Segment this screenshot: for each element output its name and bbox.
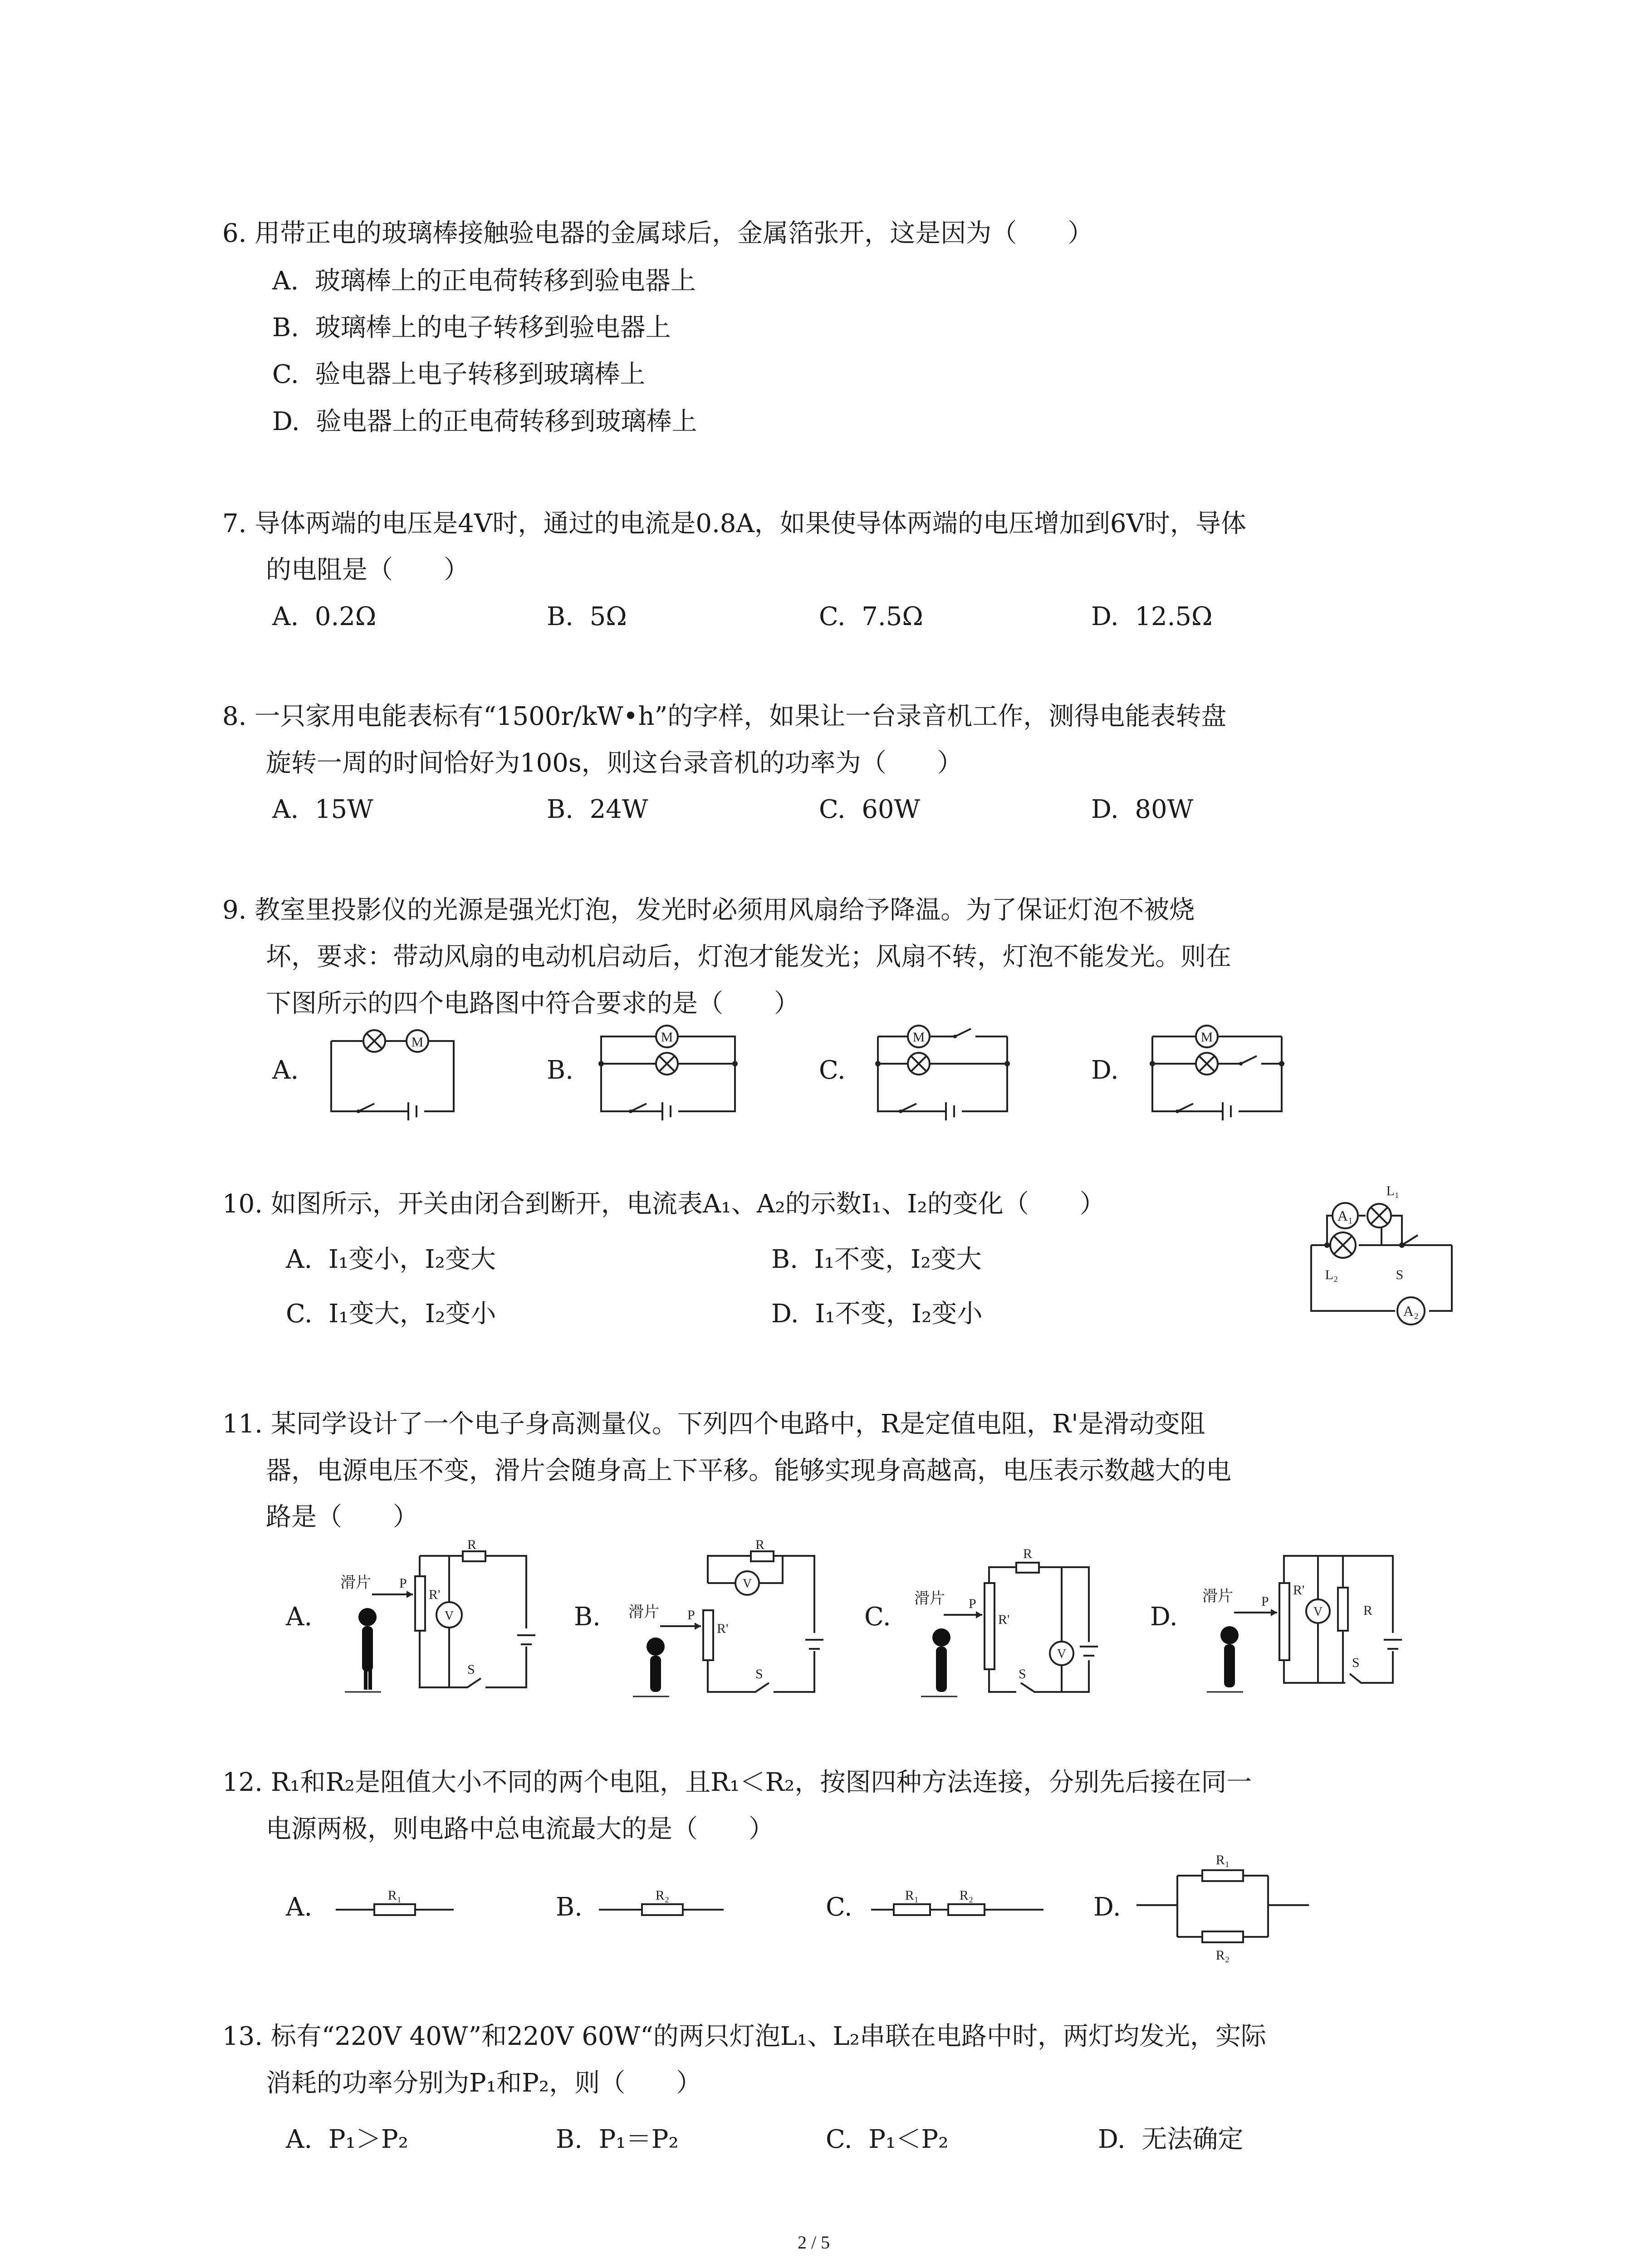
- q7-option-a[interactable]: A. 0.2Ω: [272, 602, 377, 631]
- q12-stem-line2: 电源两极，则电路中总电流最大的是（ ）: [266, 1814, 774, 1844]
- page-number: 2 / 5: [798, 2232, 830, 2253]
- q12-option-b[interactable]: B.: [556, 1892, 583, 1922]
- q7-option-d[interactable]: D. 12.5Ω: [1091, 602, 1213, 631]
- svg-text:R': R': [1293, 1583, 1305, 1598]
- q9-option-c[interactable]: C.: [819, 1056, 846, 1085]
- q11-option-b[interactable]: B.: [574, 1602, 601, 1632]
- q11-option-d[interactable]: D.: [1150, 1602, 1178, 1632]
- svg-text:M: M: [661, 1030, 673, 1045]
- svg-text:L₁: L₁: [1386, 1183, 1400, 1198]
- q9-stem-line2: 坏，要求：带动风扇的电动机启动后，灯泡才能发光；风扇不转，灯泡不能发光。则在: [266, 942, 1231, 972]
- q9-circuit-d: [1146, 1021, 1295, 1125]
- q13-option-a[interactable]: A. P₁＞P₂: [286, 2125, 409, 2154]
- svg-text:V: V: [742, 1577, 752, 1591]
- svg-text:R: R: [467, 1537, 477, 1552]
- q11-circuit-a: [331, 1537, 544, 1706]
- q6-option-a[interactable]: A. 玻璃棒上的正电荷转移到验电器上: [272, 266, 696, 296]
- q6-stem: 6. 用带正电的玻璃棒接触验电器的金属球后，金属箔张开，这是因为（ ）: [222, 219, 1093, 248]
- svg-text:R₂: R₂: [959, 1888, 974, 1903]
- q13-option-b[interactable]: B. P₁＝P₂: [556, 2125, 679, 2154]
- svg-text:V: V: [444, 1609, 454, 1623]
- svg-text:R₂: R₂: [1215, 1948, 1230, 1963]
- svg-text:L₂: L₂: [1325, 1267, 1338, 1282]
- q8-option-a[interactable]: A. 15W: [272, 795, 373, 824]
- q7-stem-line2: 的电阻是（ ）: [266, 555, 469, 585]
- q10-option-d[interactable]: D. I₁不变，I₂变小: [771, 1299, 983, 1329]
- svg-text:R: R: [1023, 1546, 1033, 1561]
- svg-text:M: M: [411, 1035, 424, 1050]
- q12-diagram-c: [871, 1882, 1053, 1932]
- svg-text:P: P: [1261, 1594, 1269, 1609]
- svg-text:R: R: [1363, 1603, 1373, 1618]
- q11-circuit-d: [1193, 1542, 1406, 1706]
- q12-diagram-d: [1136, 1851, 1318, 1969]
- q11-option-c[interactable]: C.: [864, 1602, 891, 1632]
- q9-circuit-c: [871, 1021, 1021, 1125]
- svg-text:S: S: [1352, 1655, 1360, 1670]
- q8-option-d[interactable]: D. 80W: [1091, 795, 1194, 824]
- q10-stem: 10. 如图所示，开关由闭合到断开，电流表A₁、A₂的示数I₁、I₂的变化（ ）: [222, 1189, 1105, 1219]
- q6-option-c[interactable]: C. 验电器上电子转移到玻璃棒上: [272, 360, 646, 389]
- q12-option-c[interactable]: C.: [826, 1892, 852, 1922]
- q6-option-d[interactable]: D. 验电器上的正电荷转移到玻璃棒上: [272, 407, 697, 436]
- q11-stem-line1: 11. 某同学设计了一个电子身高测量仪。下列四个电路中，R是定值电阻，R'是滑动变阻: [222, 1409, 1205, 1439]
- q9-circuit-a: [318, 1023, 467, 1123]
- q11-circuit-b: [619, 1537, 833, 1706]
- q13-option-d[interactable]: D. 无法确定: [1098, 2125, 1244, 2154]
- q7-stem-line1: 7. 导体两端的电压是4V时，通过的电流是0.8A，如果使导体两端的电压增加到6V时，导体: [222, 509, 1246, 538]
- q7-option-c[interactable]: C. 7.5Ω: [819, 602, 923, 631]
- svg-text:R: R: [755, 1537, 765, 1552]
- q9-circuit-b: [594, 1021, 744, 1125]
- svg-text:R': R': [998, 1612, 1010, 1627]
- svg-text:P: P: [687, 1608, 695, 1623]
- svg-text:A₁: A₁: [1337, 1207, 1353, 1224]
- svg-text:M: M: [1200, 1030, 1213, 1045]
- svg-text:S: S: [755, 1667, 763, 1681]
- svg-text:R₁: R₁: [387, 1888, 402, 1903]
- q12-stem-line1: 12. R₁和R₂是阻值大小不同的两个电阻，且R₁＜R₂，按图四种方法连接，分别先后接在同一: [222, 1768, 1252, 1797]
- q8-stem-line1: 8. 一只家用电能表标有“1500r/kW•h”的字样，如果让一台录音机工作，测得电能表转盘: [222, 702, 1227, 731]
- q11-stem-line3: 路是（ ）: [266, 1502, 418, 1532]
- q9-option-a[interactable]: A.: [272, 1056, 299, 1085]
- q9-option-b[interactable]: B.: [547, 1056, 573, 1085]
- q12-diagram-a: [336, 1882, 458, 1932]
- q7-option-b[interactable]: B. 5Ω: [547, 602, 627, 631]
- svg-text:R₁: R₁: [1215, 1853, 1230, 1867]
- q6-option-b[interactable]: B. 玻璃棒上的电子转移到验电器上: [272, 313, 671, 342]
- q13-stem-line1: 13. 标有“220V 40W”和220V 60W“的两只灯泡L₁、L₂串联在电路中时，两灯均发光，实际: [222, 2022, 1266, 2051]
- q12-option-a[interactable]: A.: [286, 1892, 313, 1922]
- q10-option-b[interactable]: B. I₁不变，I₂变大: [771, 1245, 982, 1274]
- q10-option-a[interactable]: A. I₁变小，I₂变大: [286, 1245, 496, 1274]
- svg-text:R': R': [429, 1587, 441, 1602]
- q9-stem-line3: 下图所示的四个电路图中符合要求的是（ ）: [266, 989, 799, 1018]
- svg-text:S: S: [467, 1662, 475, 1677]
- svg-text:R₁: R₁: [905, 1888, 919, 1903]
- q10-circuit: [1298, 1175, 1465, 1338]
- q11-stem-line2: 器，电源电压不变，滑片会随身高上下平移。能够实现身高越高，电压表示数越大的电: [266, 1456, 1231, 1486]
- svg-text:滑片: 滑片: [1202, 1588, 1233, 1605]
- q8-option-c[interactable]: C. 60W: [819, 795, 921, 824]
- svg-text:R₂: R₂: [655, 1888, 670, 1903]
- q9-stem-line1: 9. 教室里投影仪的光源是强光灯泡，发光时必须用风扇给予降温。为了保证灯泡不被烧: [222, 895, 1195, 925]
- svg-text:A₂: A₂: [1403, 1303, 1419, 1319]
- q12-option-d[interactable]: D.: [1093, 1892, 1121, 1922]
- q8-stem-line2: 旋转一周的时间恰好为100s，则这台录音机的功率为（ ）: [266, 748, 963, 778]
- svg-text:滑片: 滑片: [914, 1590, 945, 1607]
- svg-text:滑片: 滑片: [628, 1604, 659, 1621]
- svg-text:M: M: [912, 1030, 925, 1045]
- q11-circuit-c: [907, 1542, 1121, 1706]
- q13-option-c[interactable]: C. P₁＜P₂: [826, 2125, 949, 2154]
- svg-text:V: V: [1313, 1605, 1323, 1619]
- q13-stem-line2: 消耗的功率分别为P₁和P₂，则（ ）: [266, 2068, 702, 2098]
- q8-option-b[interactable]: B. 24W: [547, 795, 648, 824]
- q12-diagram-b: [599, 1882, 730, 1932]
- svg-text:P: P: [399, 1576, 407, 1591]
- q11-option-a[interactable]: A.: [286, 1602, 313, 1632]
- svg-text:滑片: 滑片: [340, 1574, 371, 1591]
- svg-text:R': R': [717, 1621, 729, 1636]
- svg-text:P: P: [969, 1596, 976, 1611]
- q10-option-c[interactable]: C. I₁变大，I₂变小: [286, 1299, 496, 1329]
- q9-option-d[interactable]: D.: [1091, 1056, 1119, 1085]
- svg-text:S: S: [1019, 1667, 1026, 1681]
- svg-text:S: S: [1396, 1267, 1404, 1282]
- svg-text:V: V: [1057, 1647, 1067, 1661]
